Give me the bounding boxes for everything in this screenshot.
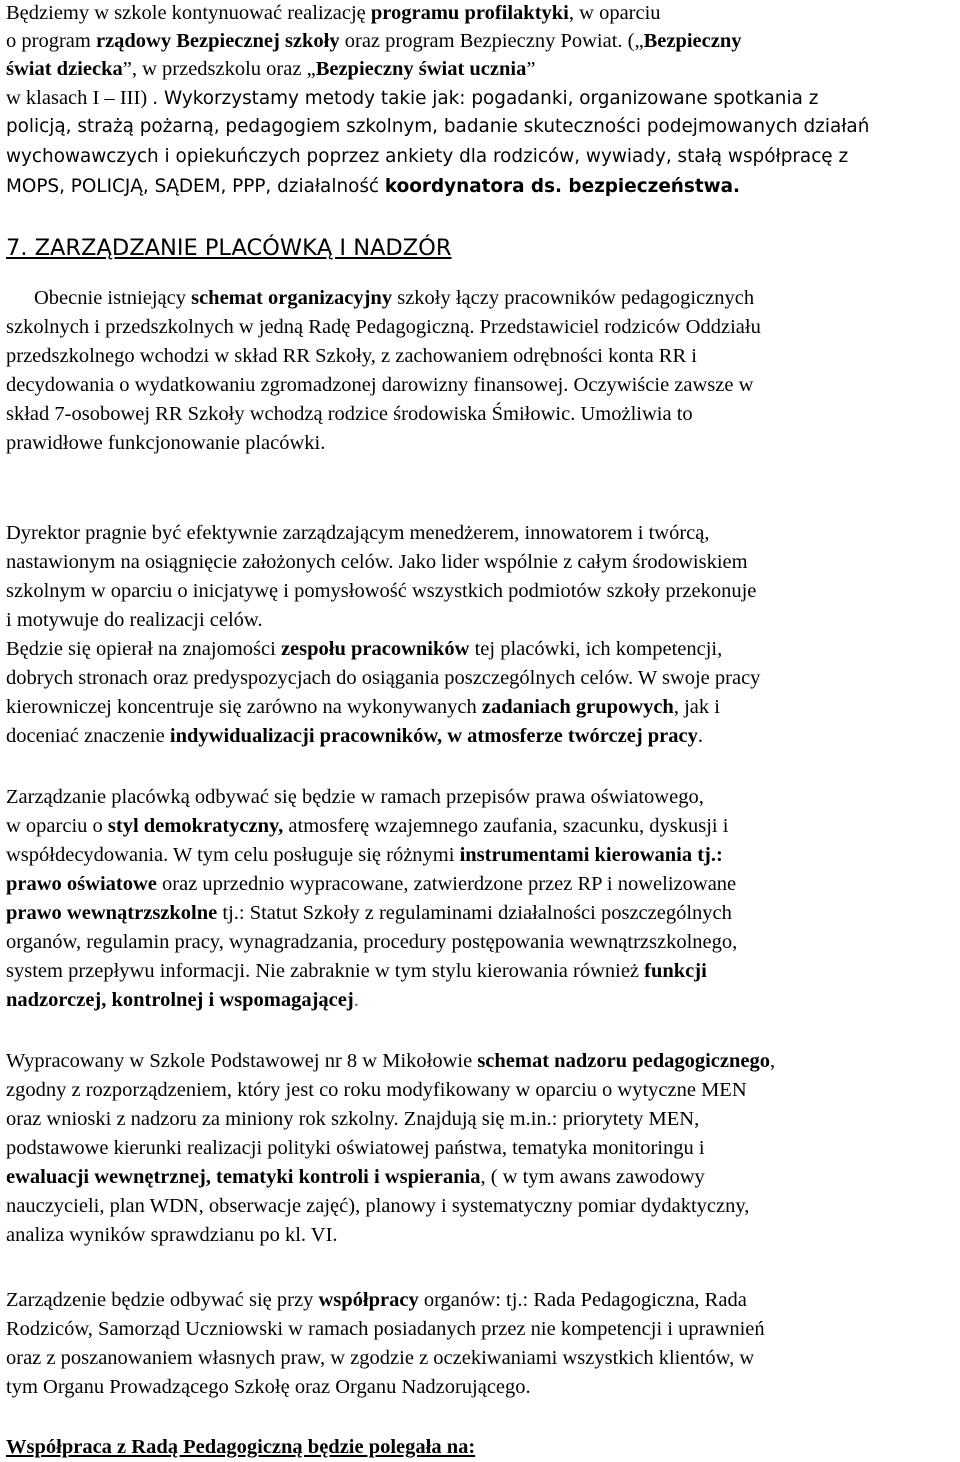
text-run: ,	[770, 1050, 776, 1072]
paragraph-line	[6, 726, 703, 747]
paragraph-line: szkolnych i przedszkolnych w jedną Radę Pedagogiczną. Przedstawiciel rodziców Oddziału	[6, 316, 761, 338]
paragraph-line	[6, 874, 736, 895]
section-heading: 7. ZARZĄDZANIE PLACÓWKĄ I NADZÓR	[6, 235, 452, 261]
paragraph-line	[6, 845, 723, 866]
paragraph-line: prawidłowe funkcjonowanie placówki.	[6, 432, 326, 454]
paragraph-line	[6, 1051, 775, 1072]
text-run: współdecydowania. W tym celu posługuje się różnymi	[6, 844, 460, 866]
paragraph-line	[6, 178, 740, 196]
bold-text: prawo oświatowe	[6, 873, 157, 895]
text-run: doceniać znaczenie	[6, 725, 170, 747]
text-run: Będziemy w szkole kontynuować realizację	[6, 2, 371, 24]
text-run: w klasach I – III)	[6, 87, 153, 109]
bold-text: zadaniach grupowych	[481, 696, 674, 718]
paragraph-line	[6, 697, 720, 718]
bold-text: styl demokratyczny,	[107, 815, 284, 837]
text-run: , w oparciu	[568, 2, 661, 24]
paragraph-line	[6, 639, 722, 660]
bold-text: nadzorczej, kontrolnej i wspomagającej	[6, 989, 354, 1011]
paragraph-line	[34, 288, 754, 309]
text-run: ”, w przedszkolu oraz „	[122, 58, 316, 80]
paragraph-line: zgodny z rozporządzeniem, który jest co roku modyfikowany w oparciu o wytyczne MEN	[6, 1079, 747, 1101]
paragraph-line: i motywuje do realizacji celów.	[6, 609, 263, 631]
paragraph-line: oraz wnioski z nadzoru za miniony rok szkolny. Znajdują się m.in.: priorytety MEN,	[6, 1108, 700, 1130]
paragraph-line: policją, strażą pożarną, pedagogiem szkolnym, badanie skuteczności podejmowanych działań	[6, 116, 870, 137]
paragraph-line: skład 7-osobowej RR Szkoły wchodzą rodzice środowiska Śmiłowic. Umożliwia to	[6, 403, 693, 425]
bold-text: świat dziecka	[6, 58, 123, 80]
paragraph-line: tym Organu Prowadzącego Szkołę oraz Organu Nadzorującego.	[6, 1376, 531, 1398]
text-run: o program	[6, 30, 96, 52]
text-run: atmosferę wzajemnego zaufania, szacunku, dyskusji i	[283, 815, 729, 837]
paragraph-line	[6, 1167, 705, 1188]
paragraph-line	[6, 961, 707, 982]
text-run: Zarządzenie będzie odbywać się przy	[6, 1289, 319, 1311]
paragraph-line: Dyrektor pragnie być efektywnie zarządzającym menedżerem, innowatorem i twórcą,	[6, 522, 710, 544]
bold-text: koordynatora ds. bezpieczeństwa.	[384, 176, 741, 197]
bold-text: indywidualizacji pracowników, w atmosferze twórczej pracy	[169, 725, 698, 747]
paragraph-line	[6, 1290, 747, 1311]
paragraph-line	[6, 990, 359, 1011]
bold-text: instrumentami kierowania tj.:	[459, 844, 723, 866]
text-run: oraz uprzednio wypracowane, zatwierdzone przez RP i nowelizowane	[156, 873, 737, 895]
text-run: oraz program Bezpieczny Powiat. („	[339, 30, 644, 52]
paragraph-line	[6, 903, 732, 924]
paragraph-line: wychowawczych i opiekuńczych poprzez ankiety dla rodziców, wywiady, stałą współpracę z	[6, 146, 849, 167]
paragraph-line: szkolnym w oparciu o inicjatywę i pomysłowość wszystkich podmiotów szkoły przekonuje	[6, 580, 757, 602]
text-run: Wypracowany w Szkole Podstawowej nr 8 w Mikołowie	[6, 1050, 478, 1072]
bold-underlined-text: Współpraca z Radą Pedagogiczną będzie polegała na:	[6, 1436, 476, 1458]
text-run: MOPS, POLICJĄ, SĄDEM, PPP, działalność	[6, 176, 385, 197]
paragraph-line: przedszkolnego wchodzi w skład RR Szkoły, z zachowaniem odrębności konta RR i	[6, 345, 697, 367]
bold-text: funkcji	[644, 960, 707, 982]
bold-text: współpracy	[318, 1289, 419, 1311]
text-run: system przepływu informacji. Nie zabraknie w tym stylu kierowania również	[6, 960, 645, 982]
text-run: kierowniczej koncentruje się zarówno na wykonywanych	[6, 696, 482, 718]
bold-text: zespołu pracowników	[280, 638, 470, 660]
paragraph-line	[6, 31, 742, 52]
paragraph-line	[6, 88, 818, 109]
subsection-heading	[6, 1437, 475, 1458]
paragraph-line	[6, 3, 661, 24]
paragraph-line: podstawowe kierunki realizacji polityki oświatowej państwa, tematyka monitoringu i	[6, 1137, 705, 1159]
text-run: . Wykorzystamy metody takie jak: pogadanki, organizowane spotkania z	[152, 88, 819, 109]
text-run: szkoły łączy pracowników pedagogicznych	[392, 287, 755, 309]
text-run: .	[697, 725, 703, 747]
bold-text: programu profilaktyki	[370, 2, 569, 24]
bold-text: schemat organizacyjny	[191, 287, 393, 309]
paragraph-line: oraz z poszanowaniem własnych praw, w zgodzie z oczekiwaniami wszystkich klientów, w	[6, 1347, 755, 1369]
paragraph-line: analiza wyników sprawdzianu po kl. VI.	[6, 1224, 338, 1246]
paragraph-line	[6, 816, 728, 837]
text-run: .	[353, 989, 359, 1011]
text-run: organów: tj.: Rada Pedagogiczna, Rada	[418, 1289, 747, 1311]
paragraph-line: nastawionym na osiągnięcie założonych celów. Jako lider wspólnie z całym środowiskiem	[6, 551, 748, 573]
paragraph-line: organów, regulamin pracy, wynagradzania, procedury postępowania wewnątrzszkolnego,	[6, 931, 738, 953]
bold-text: rządowy Bezpiecznej szkoły	[95, 30, 340, 52]
paragraph-line	[6, 59, 535, 80]
text-run: Obecnie istniejący	[34, 287, 192, 309]
text-run: w oparciu o	[6, 815, 108, 837]
text-run: tej placówki, ich kompetencji,	[469, 638, 723, 660]
bold-text: prawo wewnątrzszkolne	[6, 902, 218, 924]
paragraph-line: Zarządzanie placówką odbywać się będzie w ramach przepisów prawa oświatowego,	[6, 786, 704, 808]
paragraph-line: dobrych stronach oraz predyspozycjach do osiągania poszczególnych celów. W swoje pracy	[6, 667, 761, 689]
paragraph-line: Rodziców, Samorząd Uczniowski w ramach posiadanych przez nie kompetencji i uprawnień	[6, 1318, 765, 1340]
bold-text: ewaluacji wewnętrznej, tematyki kontroli i wspierania	[6, 1166, 481, 1188]
text-run: tj.: Statut Szkoły z regulaminami działalności poszczególnych	[217, 902, 732, 924]
paragraph-line: nauczycieli, plan WDN, obserwacje zajęć), planowy i systematyczny pomiar dydaktyczny,	[6, 1195, 750, 1217]
text-run: ”	[526, 58, 536, 80]
paragraph-line: decydowania o wydatkowaniu zgromadzonej darowizny finansowej. Oczywiście zawsze w	[6, 374, 754, 396]
bold-text: Bezpieczny świat ucznia	[315, 58, 527, 80]
bold-text: Bezpieczny	[643, 30, 742, 52]
text-run: , jak i	[673, 696, 720, 718]
text-run: Będzie się opierał na znajomości	[6, 638, 281, 660]
text-run: , ( w tym awans zawodowy	[480, 1166, 705, 1188]
bold-text: schemat nadzoru pedagogicznego	[477, 1050, 771, 1072]
